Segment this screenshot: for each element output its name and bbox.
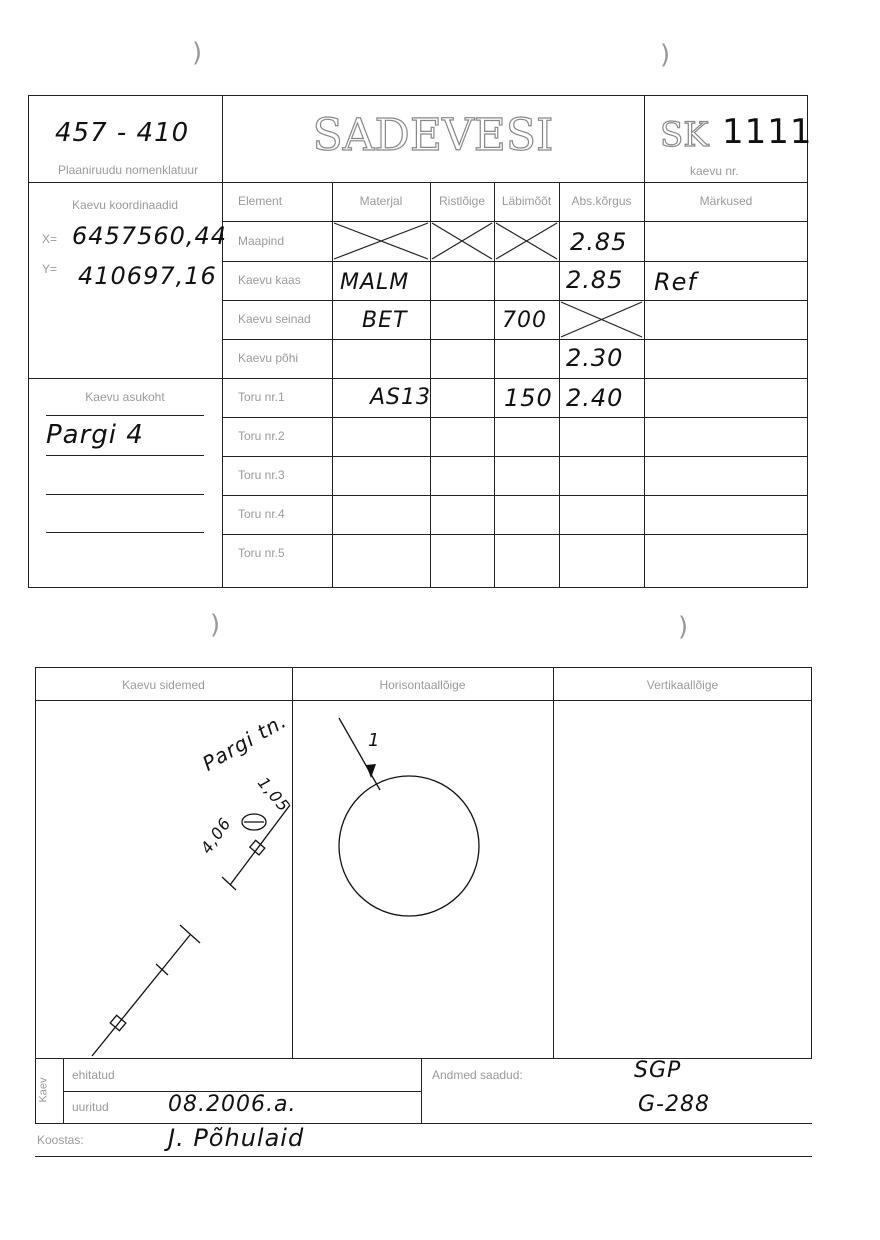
sketch-dist-2: 4,06 [196,813,235,858]
x-coordinate: 6457560,44 [72,222,228,250]
pipe-arrow-line [339,718,380,790]
punch-mark: ) [210,610,221,640]
punch-mark: ) [192,38,203,68]
data-source-label: Andmed saadud: [432,1068,523,1082]
row-label: Toru nr.4 [238,507,285,521]
x-label: X= [42,232,58,246]
surveyed-date: 08.2006.a. [168,1092,297,1117]
y-label: Y= [42,262,58,276]
coordinates-label: Kaevu koordinaadid [71,198,179,212]
well-prefix: SK [660,115,709,155]
section-label-vertical: Vertikaallõige [646,678,719,692]
y-coordinate: 410697,16 [78,262,217,290]
col-header-height: Abs.kõrgus [571,194,632,208]
data-source-2: G-288 [638,1092,710,1117]
cell-material: BET [362,308,408,333]
col-header-cross-section: Ristlõige [438,194,486,208]
row-label: Kaevu seinad [238,312,311,326]
well-number: 1111 [722,112,813,152]
data-source-1: SGP [634,1058,682,1083]
page-title: SADEVESI [312,110,554,161]
cell-height: 2.85 [566,266,624,294]
plan-number: 457 - 410 [55,118,190,148]
location-value: Pargi 4 [46,420,144,450]
col-header-diameter: Läbimõõt [501,194,552,208]
section-label-connections: Kaevu sidemed [122,678,205,692]
well-circle [339,776,479,916]
cell-diameter: 150 [504,384,553,412]
row-label: Toru nr.1 [238,390,285,404]
compiled-label: Koostas: [37,1133,84,1147]
row-label: Kaevu põhi [238,351,299,365]
plan-number-label: Plaaniruudu nomenklatuur [58,163,199,177]
cell-notes: Ref [654,268,697,296]
col-header-material: Materjal [359,194,403,208]
cell-material: MALM [340,270,410,295]
well-number-label: kaevu nr. [690,164,739,178]
sketch-dist-1: 1,05 [253,773,294,816]
pipe-number: 1 [368,730,381,751]
footer-side-label: Kaev [37,1077,50,1103]
row-label: Maapind [238,234,285,248]
punch-mark: ) [678,612,689,642]
row-label: Kaevu kaas [238,273,301,287]
pipe-line [92,935,190,1056]
col-header-notes: Märkused [699,194,753,208]
built-label: ehitatud [72,1068,115,1082]
cell-diameter: 700 [502,308,547,333]
arrow-icon [366,764,376,778]
row-label: Toru nr.5 [238,546,285,560]
location-label: Kaevu asukoht [85,390,165,404]
col-header-element: Element [238,194,283,208]
cell-height: 2.85 [570,228,628,256]
surveyed-label: uuritud [72,1100,109,1114]
row-label: Toru nr.3 [238,468,285,482]
cell-height: 2.40 [566,384,624,412]
row-label: Toru nr.2 [238,429,285,443]
sketch-street: Pargi tn. [198,708,291,776]
section-label-horizontal: Horisontaallõige [379,678,466,692]
cell-material: AS13 [370,385,432,410]
compiled-by: J. Põhulaid [168,1124,305,1152]
cell-height: 2.30 [566,344,624,372]
punch-mark: ) [660,40,671,70]
